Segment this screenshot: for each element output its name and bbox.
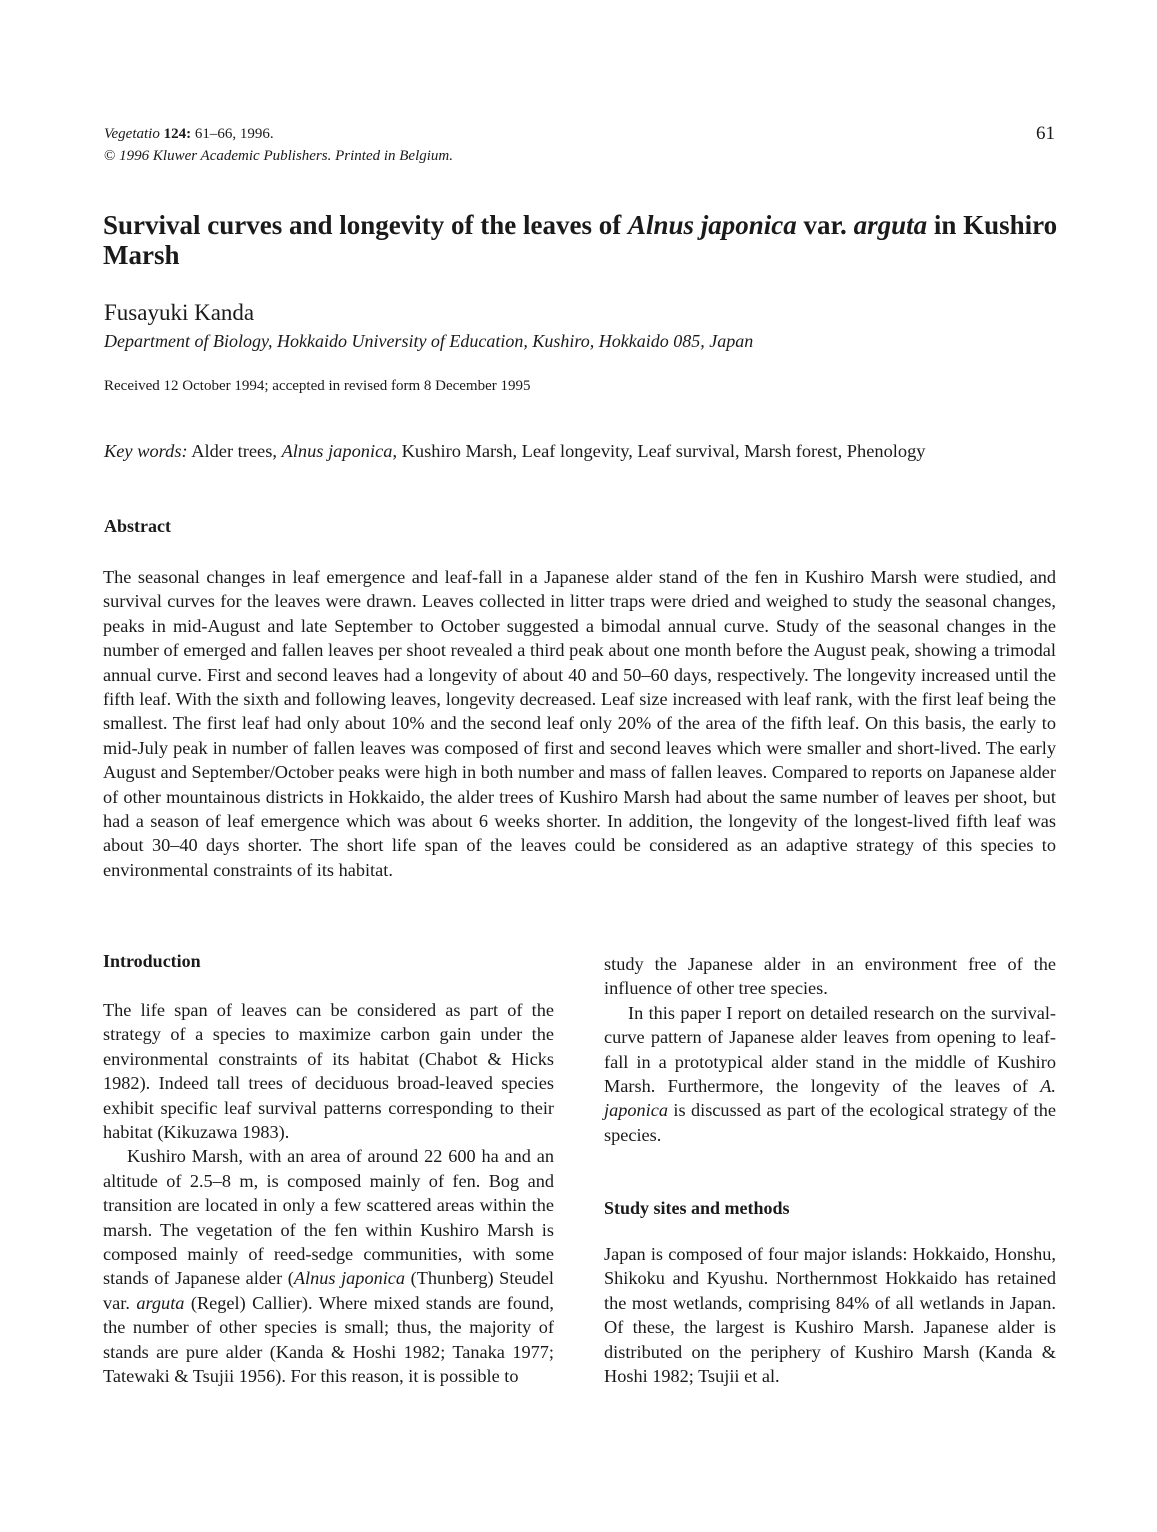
paragraph: The life span of leaves can be considered as part of the strategy of a species to maximize carbon gain under the environmental constraints of its habitat (Chabot & Hicks 1982). Indeed tall trees of deciduous broad-leaved species exhibit specific leaf survival patterns corresponding to their habitat (Kikuzawa 1983). [103,1000,554,1143]
paragraph [103,1144,554,1388]
paragraph-text: In this paper I report on detailed research on the survival-curve pattern of Japanese alder leaves from opening to leaf-fall in a prototypical alder stand in the middle of Kushiro Marsh. Furthermore, the longevity of the leaves of [604,1002,1056,1097]
paragraph: Japan is composed of four major islands: Hokkaido, Honshu, Shikoku and Kyushu. Northernmost Hokkaido has retained the most wetlands, comprising 84% of all wetlands in Japan. Of these, the largest is Kushiro Marsh. Japanese alder is distributed on the periphery of Kushiro Marsh (Kanda & Hoshi 1982; Tsujii et al. [604,1244,1056,1387]
keywords-text: Alder trees, [187,441,282,461]
species-name: Alnus japonica [293,1268,406,1289]
journal-citation [104,123,453,167]
paragraph-text: (Thunberg) Steudel var. [103,1268,554,1313]
paragraph-text: (Regel) Callier). Where mixed stands are found, the number of other species is small; thus, the majority of stands are pure alder (Kanda & Hoshi 1982; Tanaka 1977; Tatewaki & Tsujii 1956). For this reason, it is possible to [103,1292,554,1387]
keywords-label: Key words: [104,441,188,461]
received-dates: Received 12 October 1994; accepted in revised form 8 December 1995 [104,378,531,394]
right-column-text [604,952,1056,1147]
copyright-line [104,145,453,167]
abstract-heading: Abstract [104,516,171,536]
copyright-symbol: © [104,148,116,164]
introduction-heading: Introduction [103,951,201,971]
article-title [103,210,1063,270]
author-affiliation: Department of Biology, Hokkaido University of Education, Kushiro, Hokkaido 085, Japan [104,331,754,351]
study-sites-heading: Study sites and methods [604,1198,790,1218]
abstract-body: The seasonal changes in leaf emergence and leaf-fall in a Japanese alder stand of the fen in Kushiro Marsh were studied, and survival curves for the leaves were drawn. Leaves collected in litter traps were dried and weighed to study the seasonal changes, peaks in mid-August and late September to October suggested a bimodal annual curve. Study of the seasonal changes in the number of emerged and fallen leaves per shoot revealed a third peak about one month before the August peak, showing a trimodal annual curve. First and second leaves had a longevity of about 40 and 50–60 days, respectively. The longevity increased until the fifth leaf. With the sixth and following leaves, longevity decreased. Leaf size increased with leaf rank, with the first leaf being the smallest. The first leaf had only about 10% and the second leaf only 20% of the area of the fifth leaf. On this basis, the early to mid-July peak in number of fallen leaves was composed of first and second leaves which were smaller and short-lived. The early August and September/October peaks were high in both number and mass of fallen leaves. Compared to reports on Japanese alder of other mountainous districts in Hokkaido, the alder trees of Kushiro Marsh had about the same number of leaves per shoot, but had a season of leaf emergence which was about 6 weeks shorter. In addition, the longevity of the longest-lived fifth leaf was about 30–40 days shorter. The short life span of the leaves could be considered as an adaptive strategy of this species to environmental constraints of its habitat. [103,567,1056,880]
page-number: 61 [1036,123,1055,144]
study-sites-text [604,1242,1056,1388]
paragraph-text: Kushiro Marsh, with an area of around 22 600 ha and an altitude of 2.5–8 m, is composed mainly of fen. Bog and transition are located in only a few scattered areas within the marsh. The vegetation of the fen within Kushiro Marsh is composed mainly of reed-sedge communities, with some stands of Japanese alder ( [103,1146,554,1289]
keywords [104,441,925,462]
left-column-text [103,998,554,1389]
species-name: A. japonica [604,1076,1056,1121]
title-text: var. [796,210,854,240]
title-text: Survival curves and longevity of the leaves of [103,210,628,240]
citation-line [104,123,453,145]
title-species: Alnus japonica [627,210,797,240]
journal-name: Vegetatio [104,126,160,142]
variety-name: arguta [136,1292,185,1313]
paragraph-continuation: study the Japanese alder in an environment free of the influence of other tree species. [604,954,1056,999]
paragraph [604,1001,1056,1147]
title-variety: arguta [853,210,928,240]
title-text: in Kushiro Marsh [103,210,1058,270]
paragraph-text: is discussed as part of the ecological strategy of the species. [604,1100,1056,1145]
journal-pages-year: 61–66, 1996. [194,126,274,142]
keywords-species: Alnus japonica [281,441,393,461]
keywords-text: , Kushiro Marsh, Leaf longevity, Leaf survival, Marsh forest, Phenology [392,441,926,461]
copyright-text: 1996 Kluwer Academic Publishers. Printed in Belgium. [119,148,454,164]
journal-volume: 124: [163,126,192,142]
author-name: Fusayuki Kanda [104,300,255,325]
